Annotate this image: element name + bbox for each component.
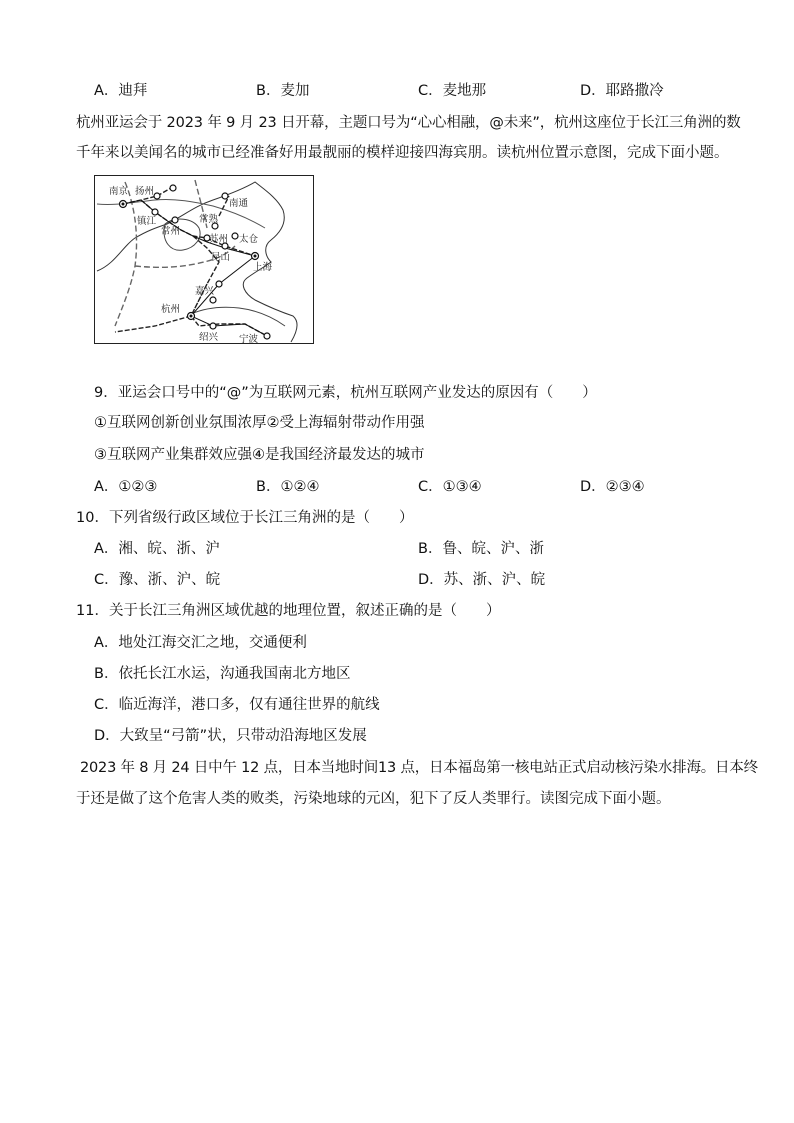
label-zhenjiang: 镇江 [137, 216, 157, 227]
label-yangzhou: 扬州 [135, 186, 155, 197]
label-shanghai: 上海 [253, 262, 273, 273]
q9-option-c: C．①③④ [418, 479, 482, 495]
jiaxing-marker [216, 281, 222, 287]
label-taicang: 太仓 [239, 234, 259, 245]
q8-option-a: A．迪拜 [94, 83, 148, 99]
hangzhou-location-map [94, 175, 314, 344]
ningbo-marker [264, 333, 270, 339]
q10-stem: 10．下列省级行政区域位于长江三角洲的是（ ） [76, 510, 414, 526]
q9-stem: 9．亚运会口号中的“@”为互联网元素，杭州互联网产业发达的原因有（ ） [94, 385, 597, 401]
q11-option-b: B．依托长江水运，沟通我国南北方地区 [94, 666, 351, 682]
passage2-line1: 2023 年 8 月 24 日中午 12 点，日本当地时间13 点，日本福岛第一核电站正式启动核污染水排海。日本终 [80, 760, 758, 776]
q10-option-a: A．湘、皖、浙、沪 [94, 541, 220, 557]
taicang-marker [232, 233, 238, 239]
jiaxing-south-marker [210, 297, 216, 303]
q9-items-line1: ①互联网创新创业氛围浓厚②受上海辐射带动作用强 [94, 415, 425, 431]
q11-option-c: C．临近海洋，港口多，仅有通往世界的航线 [94, 697, 380, 713]
changzhou-marker [172, 217, 178, 223]
q11-stem: 11．关于长江三角洲区域优越的地理位置，叙述正确的是（ ） [76, 603, 501, 619]
passage2-line2: 于还是做了这个危害人类的败类，污染地球的元凶，犯下了反人类罪行。读图完成下面小题。 [76, 791, 671, 807]
q8-option-d: D．耶路撒冷 [580, 83, 664, 99]
label-suzhou: 苏州 [209, 234, 229, 245]
passage1-line2: 千年来以美闻名的城市已经准备好用最靓丽的模样迎接四海宾朋。读杭州位置示意图，完成下面小题。 [76, 145, 729, 161]
yangzhou-marker [154, 193, 160, 199]
label-jiaxing: 嘉兴 [195, 286, 215, 297]
q11-option-a: A．地处江海交汇之地，交通便利 [94, 635, 307, 651]
q10-option-c: C．豫、浙、沪、皖 [94, 572, 221, 588]
label-hangzhou: 杭州 [161, 304, 181, 315]
map-drawing [95, 176, 314, 344]
label-changshu: 常熟 [199, 214, 219, 225]
q9-option-a: A．①②③ [94, 479, 158, 495]
q10-option-d: D．苏、浙、沪、皖 [418, 572, 546, 588]
yangzhou-east-marker [170, 185, 176, 191]
q9-items-line2: ③互联网产业集群效应强④是我国经济最发达的城市 [94, 447, 425, 463]
q8-option-c: C．麦地那 [418, 83, 487, 99]
passage1-line1: 杭州亚运会于 2023 年 9 月 23 日开幕，主题口号为“心心相融，@未来”，杭州这座位于长江三角洲的数 [76, 115, 741, 131]
shaoxing-marker [210, 323, 216, 329]
label-nantong: 南通 [229, 198, 249, 209]
label-shaoxing: 绍兴 [199, 332, 219, 343]
label-kunshan: 昆山 [211, 252, 231, 263]
label-nanjing: 南京 [109, 186, 129, 197]
q11-option-d: D．大致呈“弓箭”状，只带动沿海地区发展 [94, 728, 367, 744]
zhenjiang-marker [152, 209, 158, 215]
label-changzhou: 常州 [161, 226, 181, 237]
nantong-marker [222, 193, 228, 199]
label-ningbo: 宁波 [239, 334, 259, 345]
q9-option-d: D．②③④ [580, 479, 645, 495]
q8-option-b: B．麦加 [256, 83, 310, 99]
q10-option-b: B．鲁、皖、沪、浙 [418, 541, 544, 557]
q9-option-b: B．①②④ [256, 479, 320, 495]
